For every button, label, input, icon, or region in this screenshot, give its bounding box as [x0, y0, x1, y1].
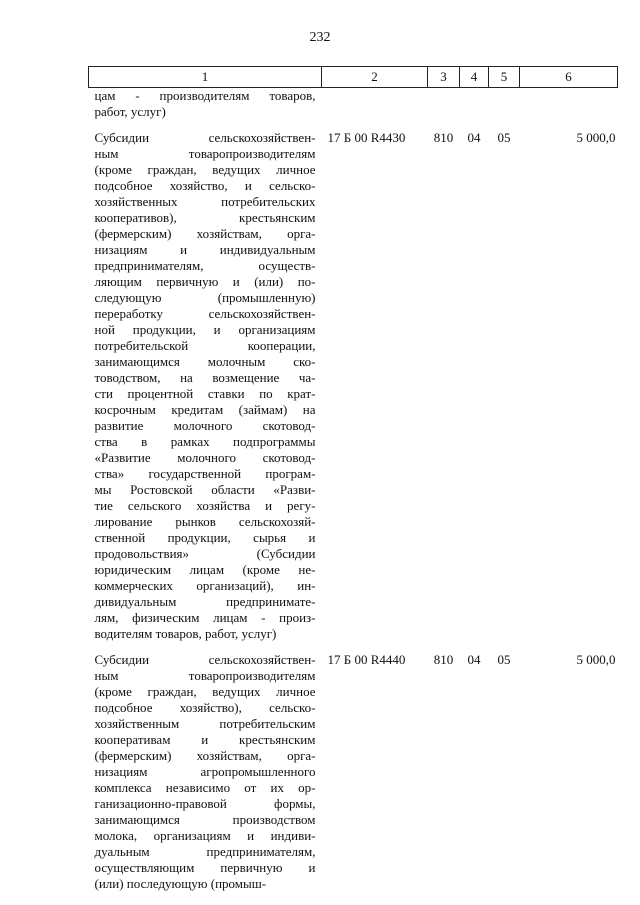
column-header-4: 4: [460, 67, 489, 88]
description-line: следующую (промышленную): [94, 290, 316, 305]
row-col3: 810: [433, 130, 454, 145]
description-line: косрочным кредитам (займам) на: [94, 402, 316, 417]
table-row: [89, 130, 618, 652]
description-line: продовольствия» (Субсидии: [94, 546, 316, 561]
table-row: [89, 88, 618, 131]
description-line: мы Ростовской области «Разви-: [94, 482, 316, 497]
description-line: Субсидии сельскохозяйствен-: [94, 130, 316, 145]
description-line: молока, организациям и индиви-: [94, 828, 316, 843]
column-header-3: 3: [428, 67, 460, 88]
row-description: [89, 652, 322, 902]
description-line: занимающимся производством: [94, 812, 316, 827]
description-line: (фермерским) хозяйствам, орга-: [94, 748, 316, 763]
description-line: дивидуальным предпринимате-: [94, 594, 316, 609]
table-header-row: [89, 67, 618, 88]
description-line: лирование рынков сельскохозяй-: [94, 514, 316, 529]
description-line: цам - производителям товаров,: [94, 88, 316, 103]
row-col3: 810: [433, 652, 454, 667]
description-line: подсобное хозяйство, и сельско-: [94, 178, 316, 193]
budget-table: [88, 66, 618, 902]
row-amount: 5 000,0: [576, 652, 616, 667]
description-line: коммерческих организаций), ин-: [94, 578, 316, 593]
row-col4: 04: [467, 652, 481, 667]
table-body: [89, 88, 618, 903]
description-line: тие сельского хозяйства и регу-: [94, 498, 316, 513]
description-line: дуальным предпринимателям,: [94, 844, 316, 859]
row-amount: 5 000,0: [576, 130, 616, 145]
row-col5: [489, 88, 520, 131]
description-line: Субсидии сельскохозяйствен-: [94, 652, 316, 667]
description-line: работ, услуг): [94, 104, 166, 119]
description-line: ным товаропроизводителям: [94, 668, 316, 683]
description-line: предпринимателям, осуществ-: [94, 258, 316, 273]
description-line: (или) последующую (промыш-: [94, 876, 267, 891]
description-line: юридическим лицам (кроме не-: [94, 562, 316, 577]
column-header-5: 5: [489, 67, 520, 88]
description-line: ства» государственной програм-: [94, 466, 316, 481]
description-line: ляющим первичную и (или) по-: [94, 274, 316, 289]
column-header-2: 2: [322, 67, 428, 88]
description-line: низациям агропромышленного: [94, 764, 316, 779]
description-line: хозяйственным потребительским: [94, 716, 316, 731]
description-line: (кроме граждан, ведущих личное: [94, 162, 316, 177]
description-line: низациям и индивидуальным: [94, 242, 316, 257]
row-col5: 05: [497, 652, 511, 667]
description-line: потребительской кооперации,: [94, 338, 316, 353]
row-col3: [428, 88, 460, 131]
description-line: занимающимся молочным ско-: [94, 354, 316, 369]
description-line: водителям товаров, работ, услуг): [94, 626, 277, 641]
row-col5: 05: [497, 130, 511, 145]
row-description: [89, 88, 322, 131]
row-amount: [520, 88, 618, 131]
description-line: кооперативов), крестьянским: [94, 210, 316, 225]
row-description: [89, 130, 322, 652]
description-line: «Развитие молочного скотовод-: [94, 450, 316, 465]
description-line: комплекса независимо от их ор-: [94, 780, 316, 795]
column-header-1: 1: [89, 67, 322, 88]
description-line: развитие молочного скотовод-: [94, 418, 316, 433]
table-row: [89, 652, 618, 902]
description-line: подсобное хозяйство), сельско-: [94, 700, 316, 715]
row-code: 17 Б 00 R4440: [327, 652, 406, 667]
description-line: кооперативам и крестьянским: [94, 732, 316, 747]
description-line: ным товаропроизводителям: [94, 146, 316, 161]
page-number: 232: [309, 30, 331, 45]
row-code: 17 Б 00 R4430: [327, 130, 406, 145]
description-line: осуществляющим первичную и: [94, 860, 316, 875]
row-code: [322, 88, 428, 131]
column-header-6: 6: [520, 67, 618, 88]
description-line: ственной продукции, сырья и: [94, 530, 316, 545]
description-line: товодством, на возмещение ча-: [94, 370, 316, 385]
row-col4: [460, 88, 489, 131]
description-line: ства в рамках подпрограммы: [94, 434, 316, 449]
description-line: хозяйственных потребительских: [94, 194, 316, 209]
description-line: (кроме граждан, ведущих личное: [94, 684, 316, 699]
row-col4: 04: [467, 130, 481, 145]
description-line: ганизационно-правовой формы,: [94, 796, 316, 811]
description-line: ной продукции, и организациям: [94, 322, 316, 337]
description-line: (фермерским) хозяйствам, орга-: [94, 226, 316, 241]
description-line: переработку сельскохозяйствен-: [94, 306, 316, 321]
description-line: лям, физическим лицам - произ-: [94, 610, 316, 625]
description-line: сти процентной ставки по крат-: [94, 386, 316, 401]
